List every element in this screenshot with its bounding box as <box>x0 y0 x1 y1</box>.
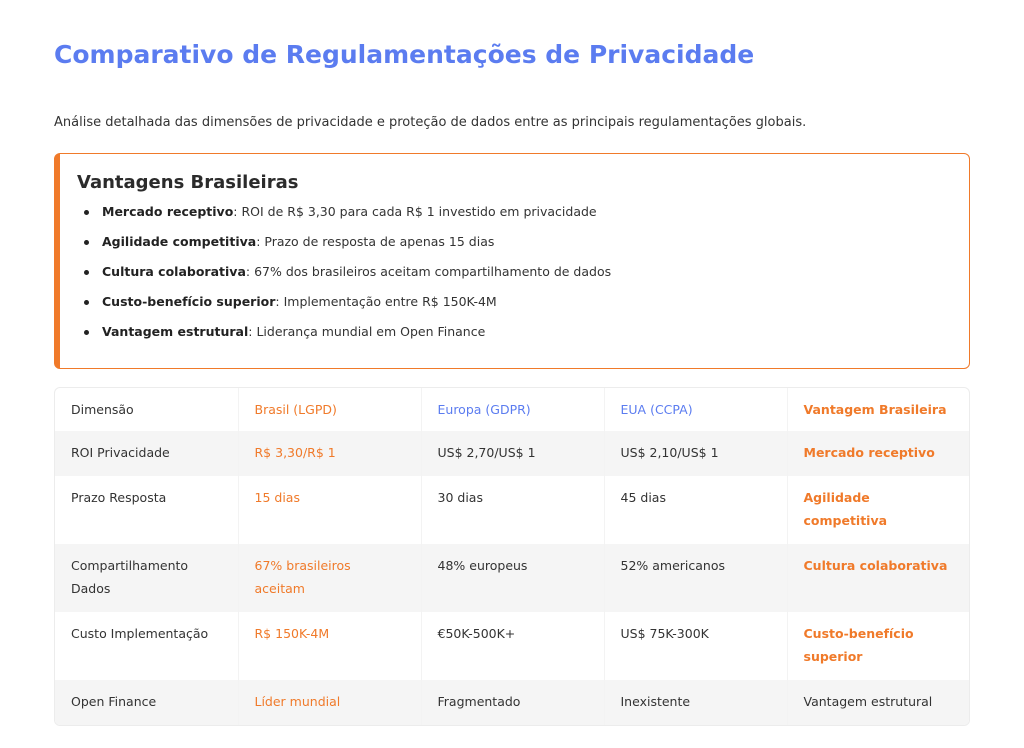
cell-dimension: Custo Implementação <box>55 612 238 680</box>
cell-vantagem: Agilidade competitiva <box>803 490 888 528</box>
header-vantagem: Vantagem Brasileira <box>803 402 947 417</box>
table-row <box>55 544 970 612</box>
item-text: : Implementação entre R$ 150K-4M <box>275 294 497 309</box>
cell-europa: 30 dias <box>421 476 604 544</box>
item-text: : Liderança mundial em Open Finance <box>248 324 486 339</box>
page-subtitle: Análise detalhada das dimensões de privacidade e proteção de dados entre as principais regulamentações globais. <box>54 115 807 130</box>
cell-europa: 48% europeus <box>421 544 604 612</box>
advantages-callout <box>54 153 970 369</box>
comparison-table <box>54 387 970 726</box>
cell-eua: US$ 75K-300K <box>604 612 787 680</box>
cell-vantagem: Vantagem estrutural <box>787 680 970 725</box>
list-item <box>77 263 949 281</box>
cell-dimension: Compartilhamento Dados <box>55 544 238 612</box>
page-title: Comparativo de Regulamentações de Privacidade <box>54 40 755 69</box>
header-brasil: Brasil (LGPD) <box>238 388 421 431</box>
cell-eua: Inexistente <box>604 680 787 725</box>
cell-dimension: Open Finance <box>55 680 238 725</box>
item-label: Cultura colaborativa <box>102 264 246 279</box>
table-row <box>55 476 970 544</box>
table-row <box>55 612 970 680</box>
header-europa: Europa (GDPR) <box>421 388 604 431</box>
list-item <box>77 293 949 311</box>
cell-eua: 52% americanos <box>604 544 787 612</box>
header-dimension: Dimensão <box>55 388 238 431</box>
list-item <box>77 203 949 221</box>
cell-brasil: 67% brasileiros aceitam <box>238 544 421 612</box>
item-label: Vantagem estrutural <box>102 324 249 339</box>
cell-brasil: 15 dias <box>238 476 421 544</box>
cell-dimension: ROI Privacidade <box>55 431 238 476</box>
item-label: Custo-benefício superior <box>102 294 276 309</box>
cell-europa: Fragmentado <box>421 680 604 725</box>
cell-brasil: R$ 3,30/R$ 1 <box>238 431 421 476</box>
item-text: : ROI de R$ 3,30 para cada R$ 1 investido em privacidade <box>233 204 597 219</box>
table-row <box>55 680 970 725</box>
cell-brasil: R$ 150K-4M <box>238 612 421 680</box>
list-item <box>77 323 949 341</box>
cell-vantagem: Cultura colaborativa <box>787 544 970 612</box>
cell-eua: US$ 2,10/US$ 1 <box>604 431 787 476</box>
callout-heading: Vantagens Brasileiras <box>77 172 299 193</box>
cell-dimension: Prazo Resposta <box>55 476 238 544</box>
cell-vantagem: Custo-benefício superior <box>803 626 914 664</box>
cell-europa: €50K-500K+ <box>421 612 604 680</box>
table-header-row <box>55 388 970 431</box>
list-item <box>77 233 949 251</box>
item-text: : Prazo de resposta de apenas 15 dias <box>256 234 495 249</box>
advantages-list <box>77 203 949 341</box>
table-row <box>55 431 970 476</box>
cell-europa: US$ 2,70/US$ 1 <box>421 431 604 476</box>
cell-eua: 45 dias <box>604 476 787 544</box>
item-label: Agilidade competitiva <box>102 234 257 249</box>
item-text: : 67% dos brasileiros aceitam compartilhamento de dados <box>245 264 612 279</box>
cell-brasil: Líder mundial <box>238 680 421 725</box>
item-label: Mercado receptivo <box>102 204 234 219</box>
cell-vantagem: Mercado receptivo <box>787 431 970 476</box>
header-eua: EUA (CCPA) <box>604 388 787 431</box>
